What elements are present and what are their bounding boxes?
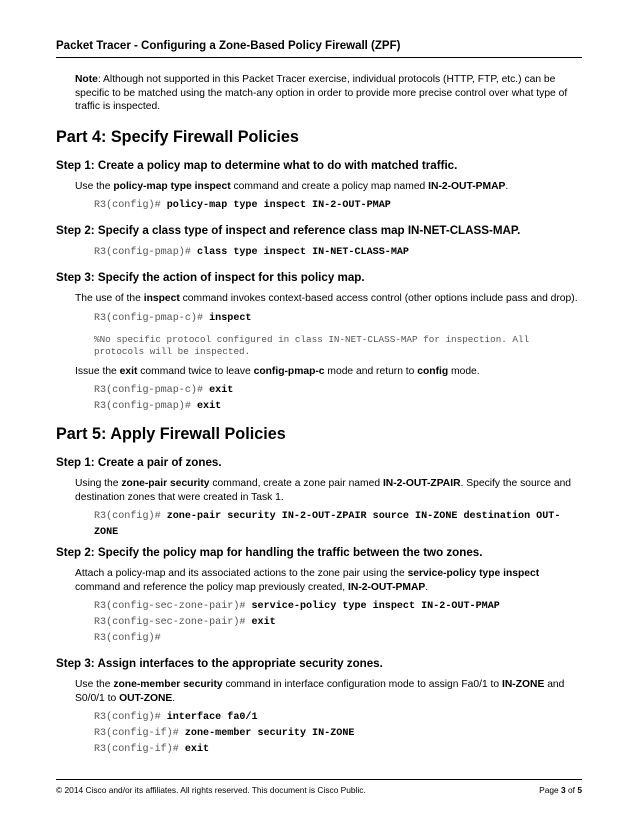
part5-step1-text: Using the zone-pair security command, create a zone pair named IN-2-OUT-ZPAIR. Specify the source and destination zones that were created in Task 1. <box>75 478 572 503</box>
part5-step3-command3: R3(config-if)# exit <box>94 744 210 755</box>
part5-step2-heading: Step 2: Specify the policy map for handling the traffic between the two zones. <box>56 546 483 559</box>
part4-step2-command: R3(config-pmap)# class type inspect IN-NET-CLASS-MAP <box>94 247 409 258</box>
part5-step3-command1: R3(config)# interface fa0/1 <box>94 712 258 723</box>
part5-step1-command-cont: ZONE <box>94 527 119 538</box>
part5-step2-command2: R3(config-sec-zone-pair)# exit <box>94 617 276 628</box>
part4-step3-exit-text: Issue the exit command twice to leave config-pmap-c mode and return to config mode. <box>75 365 480 377</box>
part5-step1-heading: Step 1: Create a pair of zones. <box>56 456 222 469</box>
part5-heading: Part 5: Apply Firewall Policies <box>56 425 286 443</box>
copyright-text: © 2014 Cisco and/or its affiliates. All rights reserved. This document is Cisco Public. <box>56 785 366 795</box>
part4-step1-heading: Step 1: Create a policy map to determine what to do with matched traffic. <box>56 158 458 172</box>
part4-step3-exit1: R3(config-pmap-c)# exit <box>94 385 234 396</box>
part5-step3-command2: R3(config-if)# zone-member security IN-ZONE <box>94 728 355 739</box>
part4-step3-command: R3(config-pmap-c)# inspect <box>94 312 252 324</box>
part5-step2-command3: R3(config)# <box>94 633 161 644</box>
page-number: Page 3 of 5 <box>539 785 582 795</box>
part4-step2-heading: Step 2: Specify a class type of inspect and reference class map IN-NET-CLASS-MAP. <box>56 224 521 237</box>
note-paragraph <box>75 73 582 114</box>
part5-step2-command1: R3(config-sec-zone-pair)# service-policy type inspect IN-2-OUT-PMAP <box>94 601 500 612</box>
part4-heading: Part 4: Specify Firewall Policies <box>56 127 299 146</box>
part4-step3-heading: Step 3: Specify the action of inspect for this policy map. <box>56 271 365 284</box>
page-header-title: Packet Tracer - Configuring a Zone-Based Policy Firewall (ZPF) <box>56 40 582 58</box>
part5-step2-text: Attach a policy-map and its associated actions to the zone pair using the service-policy type inspect command and reference the policy map previously created, IN-2-OUT-PMAP. <box>75 568 540 593</box>
note-text: : Although not supported in this Packet Tracer exercise, individual protocols (HTTP, FTP, etc.) can be specific to be matched using the match-any option in order to provide more precise control over what type of traffic is inspected. <box>75 74 568 112</box>
part4-step3-text: The use of the inspect command invokes context-based access control (other options include pass and drop). <box>75 293 578 304</box>
part5-step3-heading: Step 3: Assign interfaces to the appropriate security zones. <box>56 657 383 670</box>
part4-step3-exit2: R3(config-pmap)# exit <box>94 401 222 412</box>
part4-step1-command: R3(config)# policy-map type inspect IN-2-OUT-PMAP <box>94 200 391 211</box>
part4-step1-text: Use the policy-map type inspect command and create a policy map named IN-2-OUT-PMAP. <box>75 180 509 192</box>
part5-step3-text: Use the zone-member security command in interface configuration mode to assign Fa0/1 to IN-ZONE and S0/0/1 to OUT-ZONE. <box>75 679 565 704</box>
part4-step3-router-message: %No specific protocol configured in class IN-NET-CLASS-MAP for inspection. All protocols will be inspected. <box>94 333 530 357</box>
part5-step1-command: R3(config)# zone-pair security IN-2-OUT-ZPAIR source IN-ZONE destination OUT- <box>94 511 561 522</box>
page-footer <box>56 779 582 795</box>
note-label: Note <box>75 74 98 85</box>
document-body <box>56 73 582 758</box>
